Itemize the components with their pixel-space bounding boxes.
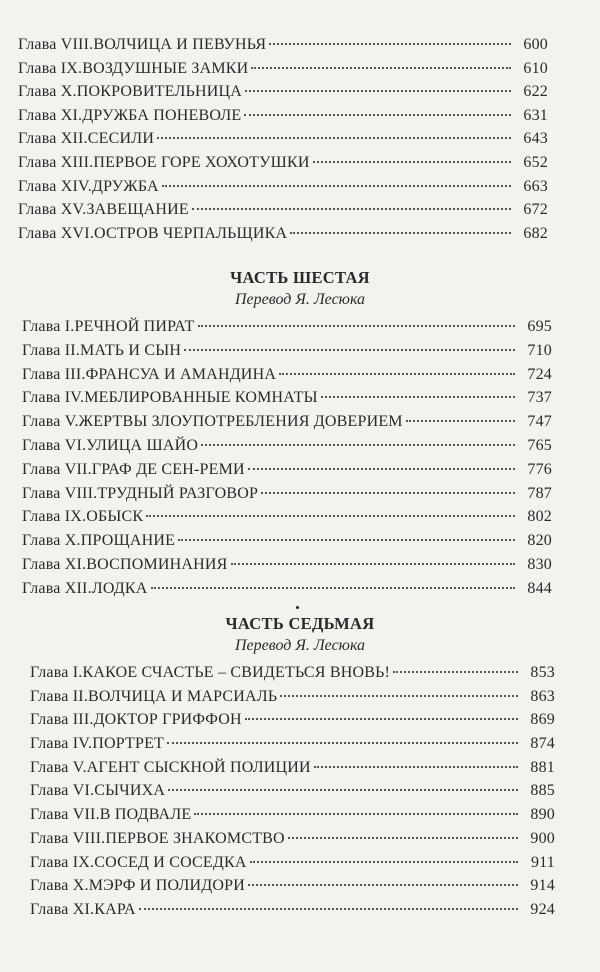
chapter-number: Глава XI. [18,106,83,124]
toc-entry [18,225,548,249]
chapter-number: Глава XII. [18,130,88,148]
chapter-number: Глава VIII. [18,36,94,53]
toc-entry [30,664,555,688]
dot-leader [248,884,518,886]
toc-entry [22,437,552,461]
page-number: 672 [523,201,548,219]
page-number: 802 [527,508,552,526]
page-number: 914 [530,877,555,895]
toc-entry [18,60,548,84]
toc-entry [30,854,555,878]
page-number: 787 [527,484,552,502]
toc-entry [30,735,555,759]
dot-leader [245,90,511,92]
chapter-title: ПОКРОВИТЕЛЬНИЦА [76,83,242,101]
chapter-title: ПЕРВОЕ ГОРЕ ХОХОТУШКИ [93,153,310,171]
dot-leader [198,325,515,327]
dot-leader [245,718,518,720]
part-title: ЧАСТЬ СЕДЬМАЯ [225,614,375,633]
chapter-title: ДОКТОР ГРИФФОН [93,711,242,729]
toc-entry [22,580,552,604]
dot-leader [192,208,511,210]
dot-leader [313,161,511,163]
page-number: 820 [527,532,552,550]
page-number: 710 [527,341,552,359]
page-number: 765 [527,436,552,454]
dot-leader [194,813,518,815]
toc-entry [22,318,552,342]
page-number: 600 [523,36,548,53]
toc-entry [30,877,555,901]
dot-leader [248,468,515,470]
dot-leader [406,420,515,422]
toc-entry [22,366,552,390]
chapter-title: МАТЬ И СЫН [80,341,182,359]
page-number: 830 [527,555,552,573]
chapter-number: Глава VII. [30,806,100,824]
part-seven-header [0,614,600,655]
dot-leader [288,837,518,839]
chapter-title: МЭРФ И ПОЛИДОРИ [88,877,245,895]
dot-leader [157,137,511,139]
toc-entry [18,201,548,225]
chapter-title: КАКОЕ СЧАСТЬЕ – СВИДЕТЬСЯ ВНОВЬ! [82,664,391,681]
dot-leader [168,789,518,791]
toc-section-continued [18,36,548,248]
part-title: ЧАСТЬ ШЕСТАЯ [230,268,370,287]
chapter-number: Глава XI. [30,900,95,918]
page-number: 631 [523,106,548,124]
chapter-title: ЛОДКА [91,579,148,597]
dot-leader [393,671,518,673]
chapter-title: ОБЫСК [86,508,144,526]
dot-leader [321,396,515,398]
dot-leader [178,539,515,541]
page-number: 890 [530,806,555,824]
toc-entry [30,759,555,783]
chapter-title: СЕСИЛИ [87,130,155,148]
toc-entry [22,508,552,532]
page-number: 924 [530,900,555,918]
page-number: 881 [530,758,555,776]
dot-leader [167,742,518,744]
chapter-title: ТРУДНЫЙ РАЗГОВОР [97,484,259,502]
page-number: 869 [530,711,555,729]
chapter-number: Глава VIII. [30,829,106,847]
chapter-number: Глава III. [30,711,94,729]
toc-entry [30,806,555,830]
chapter-title: ПЕРВОЕ ЗНАКОМСТВО [105,829,285,847]
chapter-number: Глава X. [22,532,81,550]
chapter-number: Глава VI. [30,782,95,800]
dot-leader [184,349,515,351]
page-number: 911 [530,853,555,871]
page-number: 853 [530,664,555,681]
toc-entry [18,154,548,178]
toc-entry [30,830,555,854]
chapter-title: ЖЕРТВЫ ЗЛОУПОТРЕБЛЕНИЯ ДОВЕРИЕМ [78,413,403,431]
chapter-number: Глава I. [22,318,75,335]
chapter-title: ВОСПОМИНАНИЯ [86,555,228,573]
page-number: 863 [530,687,555,705]
toc-entry [22,461,552,485]
chapter-number: Глава VII. [22,460,92,478]
chapter-title: СОСЕД И СОСЕДКА [94,853,247,871]
chapter-title: ОСТРОВ ЧЕРПАЛЬЩИКА [94,224,288,242]
page-number: 695 [527,318,552,335]
dot-leader [139,908,518,910]
chapter-number: Глава XIV. [18,177,92,195]
page-number: 682 [523,224,548,242]
dot-leader [290,232,511,234]
part-six-header [0,268,600,309]
dot-leader [250,861,518,863]
chapter-title: ВОЛЧИЦА И МАРСИАЛЬ [88,687,278,705]
chapter-title: ДРУЖБА [91,177,159,195]
chapter-title: КАРА [94,900,136,918]
chapter-number: Глава VI. [22,436,87,454]
page-number: 776 [527,460,552,478]
page-number: 747 [527,413,552,431]
chapter-title: ЗАВЕЩАНИЕ [86,201,189,219]
page-number: 844 [527,579,552,597]
chapter-number: Глава VIII. [22,484,98,502]
chapter-number: Глава XII. [22,579,92,597]
dot-leader [279,373,515,375]
chapter-number: Глава IX. [18,59,83,77]
chapter-title: ВОЗДУШНЫЕ ЗАМКИ [82,59,249,77]
print-speck [296,606,299,609]
dot-leader [231,563,515,565]
chapter-number: Глава XVI. [18,224,95,242]
page-number: 737 [527,389,552,407]
page-number: 900 [530,829,555,847]
dot-leader [201,444,515,446]
toc-entry [22,556,552,580]
chapter-title: РЕЧНОЙ ПИРАТ [74,318,195,335]
chapter-number: Глава III. [22,365,86,383]
dot-leader [269,43,511,45]
dot-leader [314,766,518,768]
chapter-number: Глава II. [22,341,81,359]
chapter-number: Глава V. [30,758,87,776]
toc-entry [22,485,552,509]
chapter-title: МЕБЛИРОВАННЫЕ КОМНАТЫ [84,389,318,407]
page-number: 874 [530,735,555,753]
dot-leader [244,114,511,116]
translator-credit: Перевод Я. Лесюка [234,637,366,654]
chapter-number: Глава X. [30,877,89,895]
chapter-number: Глава IV. [30,735,93,753]
chapter-title: ГРАФ ДЕ СЕН-РЕМИ [91,460,245,478]
chapter-title: ВОЛЧИЦА И ПЕВУНЬЯ [93,36,267,53]
chapter-title: ПРОЩАНИЕ [80,532,176,550]
toc-entry [18,83,548,107]
chapter-number: Глава XI. [22,555,87,573]
toc-entry [30,688,555,712]
chapter-number: Глава I. [30,664,83,681]
toc-entry [22,532,552,556]
chapter-title: ФРАНСУА И АМАНДИНА [85,365,277,383]
page-number: 652 [523,153,548,171]
page-number: 622 [523,83,548,101]
toc-section-part-six [22,318,552,604]
toc-entry [18,130,548,154]
chapter-number: Глава V. [22,413,79,431]
chapter-number: Глава IV. [22,389,85,407]
chapter-title: ДРУЖБА ПОНЕВОЛЕ [82,106,242,124]
chapter-title: УЛИЦА ШАЙО [86,436,199,454]
chapter-title: СЫЧИХА [94,782,166,800]
chapter-number: Глава IX. [22,508,87,526]
dot-leader [261,492,515,494]
toc-entry [18,36,548,60]
toc-entry [22,342,552,366]
toc-entry [18,107,548,131]
toc-entry [18,178,548,202]
page-number: 885 [530,782,555,800]
dot-leader [146,515,515,517]
chapter-number: Глава IX. [30,853,95,871]
translator-credit: Перевод Я. Лесюка [234,291,366,308]
dot-leader [280,695,518,697]
chapter-number: Глава X. [18,83,77,101]
chapter-number: Глава XIII. [18,153,94,171]
chapter-title: АГЕНТ СЫСКНОЙ ПОЛИЦИИ [86,758,311,776]
chapter-title: ПОРТРЕТ [92,735,165,753]
page-number: 643 [523,130,548,148]
dot-leader [251,67,511,69]
toc-section-part-seven [30,664,555,925]
chapter-title: В ПОДВАЛЕ [99,806,192,824]
dot-leader [162,185,511,187]
toc-entry [30,711,555,735]
toc-entry [22,389,552,413]
toc-entry [30,901,555,925]
page-number: 663 [523,177,548,195]
page-number: 724 [527,365,552,383]
toc-entry [22,413,552,437]
chapter-number: Глава XV. [18,201,87,219]
chapter-number: Глава II. [30,687,89,705]
dot-leader [151,587,515,589]
page-number: 610 [523,59,548,77]
toc-entry [30,782,555,806]
